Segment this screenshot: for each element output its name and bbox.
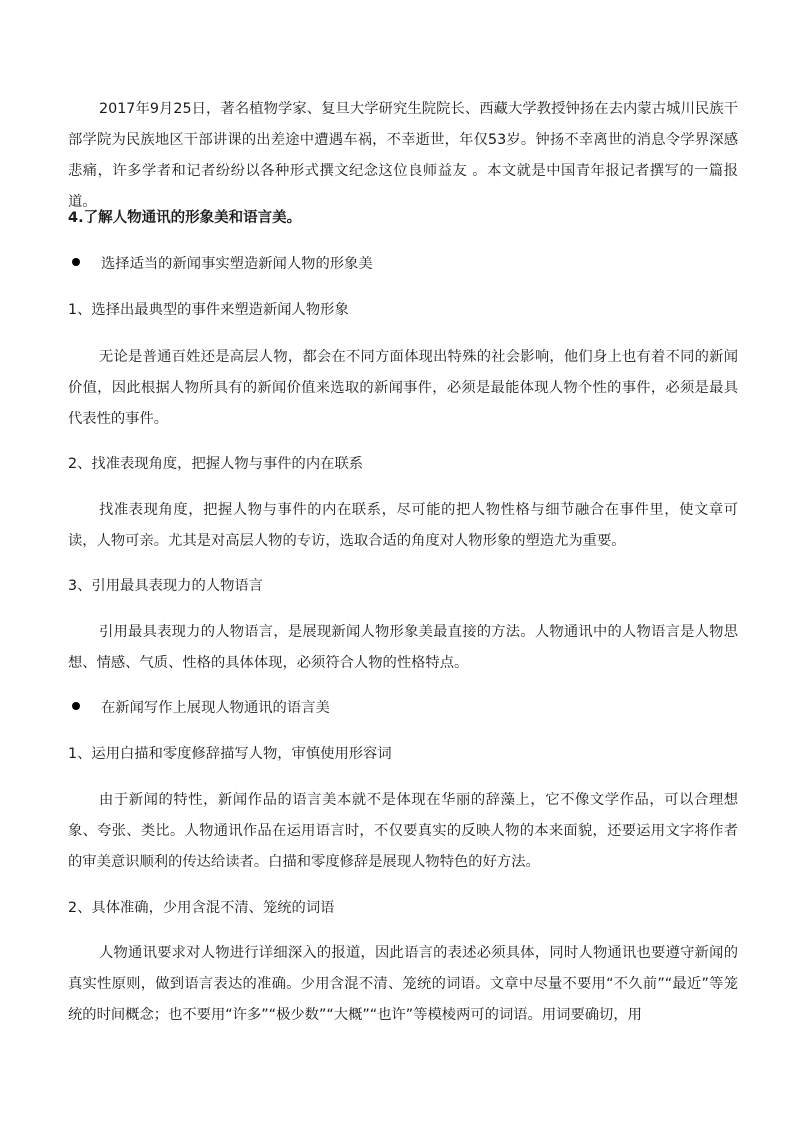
paragraph-1: 无论是普通百姓还是高层人物，都会在不同方面体现出特殊的社会影响，他们身上也有着不同的新闻价值，因此根据人物所具有的新闻价值来选取的新闻事件，必须是最能体现人物个性的事件，必须是最具代表性的事件。	[68, 349, 738, 427]
paragraph-4: 由于新闻的特性，新闻作品的语言美本就不是体现在华丽的辞藻上，它不像文学作品，可以合理想象、夸张、类比。人物通讯作品在运用语言时，不仅要真实的反映人物的本来面貌，还要运用文字将作者的审美意识顺利的传达给读者。白描和零度修辞是展现人物特色的好方法。	[68, 792, 738, 870]
paragraph-2: 找准表现角度，把握人物与事件的内在联系，尽可能的把人物性格与细节融合在事件里，使文章可读，人物可亲。尤其是对高层人物的专访，选取合适的角度对人物形象的塑造尤为重要。	[68, 502, 738, 549]
bullet-text-2: 在新闻写作上展现人物通讯的语言美	[101, 700, 330, 716]
subheading-2: 2、找准表现角度，把握人物与事件的内在联系	[68, 456, 364, 472]
bullet-text-1: 选择适当的新闻事实塑造新闻人物的形象美	[101, 256, 373, 272]
intro-paragraph: 2017年9月25日，著名植物学家、复旦大学研究生院院长、西藏大学教授钟扬在去内蒙古城川民族干部学院为民族地区干部讲课的出差途中遭遇车祸，不幸逝世，年仅53岁。钟扬不幸离世的消息令学界深感悲痛，许多学者和记者纷纷以各种形式撰文纪念这位良师益友 。本文就是中国青年报记者撰写的一篇报道。	[68, 101, 738, 210]
bullet-item-2	[72, 693, 330, 724]
bullet-dot-icon	[72, 258, 80, 266]
subheading-4: 1、运用白描和零度修辞描写人物，审慎使用形容词	[68, 746, 392, 762]
subheading-1: 1、选择出最典型的事件来塑造新闻人物形象	[68, 302, 349, 318]
subheading-3: 3、引用最具表现力的人物语言	[68, 578, 263, 594]
paragraph-3: 引用最具表现力的人物语言，是展现新闻人物形象美最直接的方法。人物通讯中的人物语言是人物思想、情感、气质、性格的具体体现，必须符合人物的性格特点。	[68, 624, 738, 671]
section-heading: 4.了解人物通讯的形象美和语言美。	[68, 210, 302, 226]
paragraph-5: 人物通讯要求对人物进行详细深入的报道，因此语言的表述必须具体，同时人物通讯也要遵守新闻的真实性原则，做到语言表达的准确。少用含混不清、笼统的词语。文章中尽量不要用“不久前”“最近”等笼统的时间概念；也不要用“许多”“极少数”“大概”“也许”等模棱两可的词语。用词要确切，用	[68, 945, 738, 1023]
bullet-item-1	[72, 249, 373, 280]
bullet-dot-icon	[72, 702, 80, 710]
subheading-5: 2、具体准确，少用含混不清、笼统的词语	[68, 900, 335, 916]
